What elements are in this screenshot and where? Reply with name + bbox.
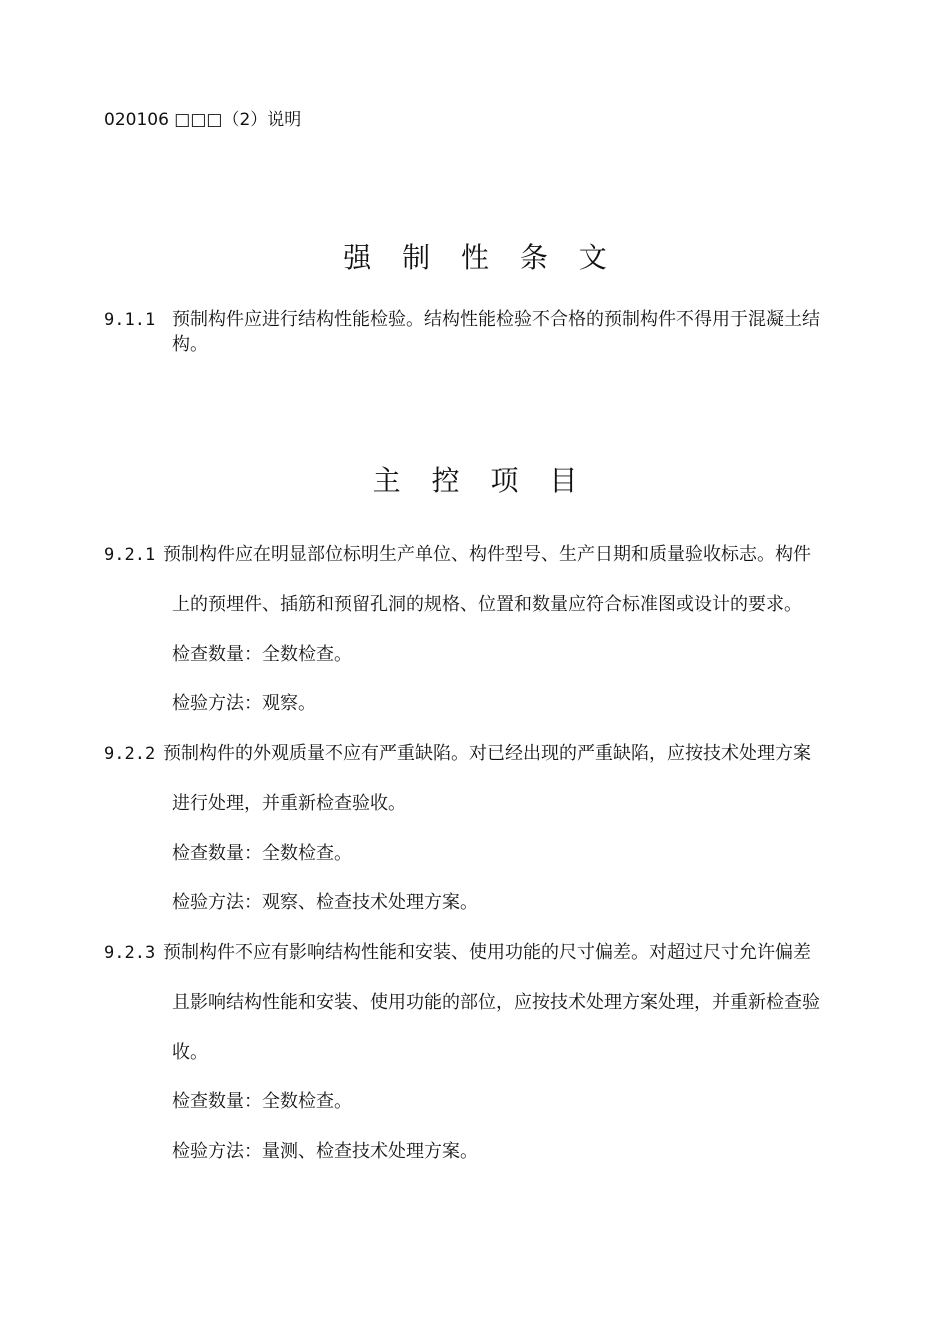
inspection-quantity: 检查数量：全数检查。 xyxy=(172,1091,352,1112)
clause-text-line: 预制构件应在明显部位标明生产单位、构件型号、生产日期和质量验收标志。构件 xyxy=(163,544,811,565)
section-title-text: 主 控 项 目 xyxy=(372,464,578,497)
clause-text-line: 且影响结构性能和安装、使用功能的部位，应按技术处理方案处理，并重新检查验 xyxy=(172,992,820,1013)
inspection-method: 检验方法：量测、检查技术处理方案。 xyxy=(172,1141,478,1162)
section-title-mandatory xyxy=(0,240,950,276)
clause-text-line: 预制构件应进行结构性能检验。结构性能检验不合格的预制构件不得用于混凝土结 xyxy=(172,309,820,330)
inspection-quantity: 检查数量：全数检查。 xyxy=(172,644,352,665)
clause-text-line: 预制构件不应有影响结构性能和安装、使用功能的尺寸偏差。对超过尺寸允许偏差 xyxy=(163,942,811,963)
inspection-method: 检验方法：观察。 xyxy=(172,693,316,714)
clause-text-line: 收。 xyxy=(172,1042,208,1063)
clause-text-line: 预制构件的外观质量不应有严重缺陷。对已经出现的严重缺陷，应按技术处理方案 xyxy=(163,743,811,764)
clause-text-line: 构。 xyxy=(172,334,208,355)
clause-number-9-1-1: 9.1.1 xyxy=(104,310,156,330)
document-header: 020106 □□□（2）说明 xyxy=(104,110,302,130)
inspection-quantity: 检查数量：全数检查。 xyxy=(172,843,352,864)
clause-number-9-2-2: 9.2.2 xyxy=(104,744,156,764)
clause-text-line: 上的预埋件、插筋和预留孔洞的规格、位置和数量应符合标准图或设计的要求。 xyxy=(172,594,802,615)
clause-text-line: 进行处理，并重新检查验收。 xyxy=(172,793,406,814)
clause-number-9-2-3: 9.2.3 xyxy=(104,943,156,963)
inspection-method: 检验方法：观察、检查技术处理方案。 xyxy=(172,892,478,913)
clause-number-9-2-1: 9.2.1 xyxy=(104,545,156,565)
section-title-main-control xyxy=(0,463,950,499)
section-title-text: 强 制 性 条 文 xyxy=(343,241,607,274)
